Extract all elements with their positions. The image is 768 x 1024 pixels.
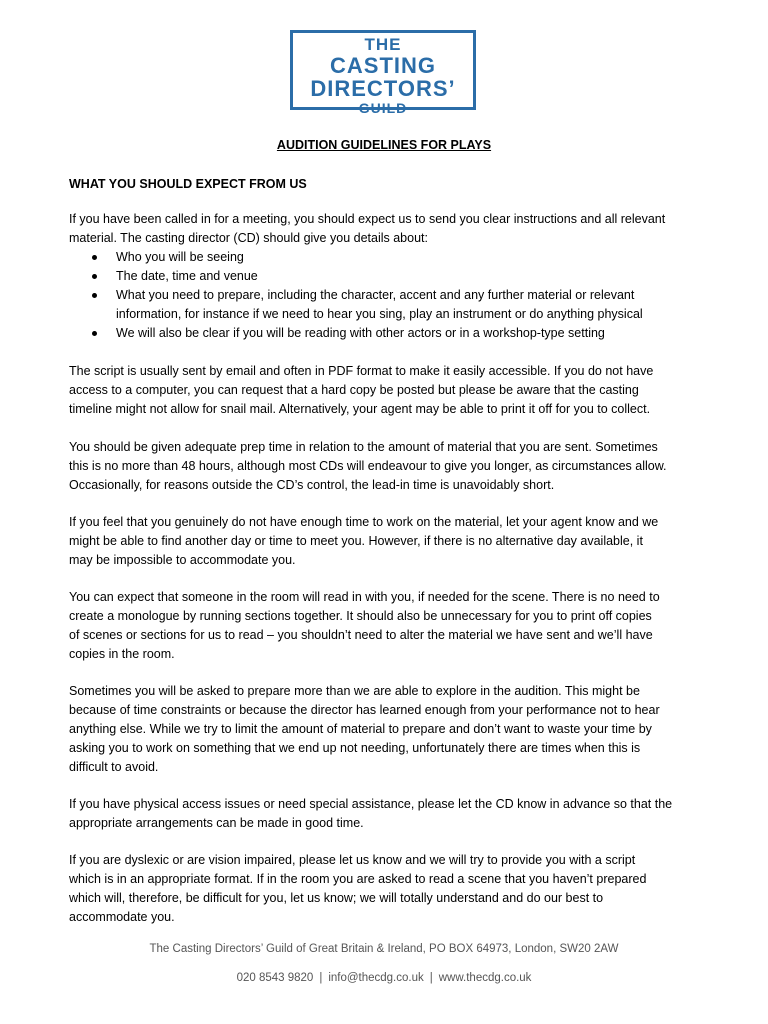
expectations-list	[69, 248, 643, 343]
text-line: material. The casting director (CD) should give you details about:	[69, 231, 428, 245]
text-line: appropriate arrangements can be made in good time.	[69, 816, 364, 830]
text-line: which is in an appropriate format. If in the room you are asked to read a scene that you haven’t prepared	[69, 872, 647, 886]
text-line: asking you to work on something that we end up not needing, unfortunately there are times when this is	[69, 741, 641, 755]
paragraph-enough-time	[69, 513, 709, 570]
guild-logo	[290, 30, 476, 116]
text-line: timeline might not allow for snail mail. Alternatively, your agent may be able to print it off for you to collect.	[69, 402, 651, 416]
paragraph-prepare-more	[69, 682, 709, 777]
text-line: because of time constraints or because the director has learned enough from your performance not to hear	[69, 703, 660, 717]
paragraph-prep-time	[69, 438, 709, 495]
text-line: You should be given adequate prep time in relation to the amount of material that you are sent. Sometimes	[69, 440, 658, 454]
footer-email-link[interactable]: info@thecdg.co.uk	[328, 972, 424, 984]
logo-line-guild: GUILD	[358, 100, 408, 116]
text-line: may be impossible to accommodate you.	[69, 553, 296, 567]
document-title: AUDITION GUIDELINES FOR PLAYS	[276, 138, 492, 152]
paragraph-access	[69, 795, 709, 833]
list-item-text: What you need to prepare, including the character, accent and any further material or relevant	[116, 288, 635, 302]
text-line: If you have physical access issues or need special assistance, please let the CD know in advance so that the	[69, 797, 673, 811]
paragraph-script	[69, 362, 709, 419]
text-line: might be able to find another day or time to meet you. However, if there is no alternative day available, it	[69, 534, 643, 548]
text-line: copies in the room.	[69, 647, 175, 661]
footer-separator: |	[319, 972, 323, 984]
text-line: The script is usually sent by email and often in PDF format to make it easily accessible. If you do not have	[69, 364, 654, 378]
footer-address: The Casting Directors’ Guild of Great Britain & Ireland, PO BOX 64973, London, SW20 2AW	[149, 943, 619, 955]
list-item-text: Who you will be seeing	[116, 250, 244, 264]
section-heading: WHAT YOU SHOULD EXPECT FROM US	[69, 177, 307, 191]
bullet-icon	[92, 331, 97, 336]
list-item-text: The date, time and venue	[116, 269, 258, 283]
footer-website-link[interactable]: www.thecdg.co.uk	[438, 972, 532, 984]
list-item	[69, 286, 643, 324]
bullet-icon	[92, 293, 97, 298]
text-line: You can expect that someone in the room will read in with you, if needed for the scene. There is no need to	[69, 590, 660, 604]
text-line: which will, therefore, be difficult for you, let us know; we will totally understand and do our best to	[69, 891, 604, 905]
footer-separator: |	[429, 972, 433, 984]
logo-line-directors: DIRECTORS’	[310, 76, 456, 101]
logo-line-casting: CASTING	[330, 53, 436, 78]
text-line: Sometimes you will be asked to prepare more than we are able to explore in the audition. This might be	[69, 684, 640, 698]
intro-paragraph	[69, 210, 709, 248]
text-line: create a monologue by running sections together. It should also be unnecessary for you to print off copies	[69, 609, 652, 623]
list-item	[69, 324, 643, 343]
text-line: Occasionally, for reasons outside the CD’s control, the lead-in time is unavoidably short.	[69, 478, 555, 492]
bullet-icon	[92, 274, 97, 279]
paragraph-read-in	[69, 588, 709, 664]
list-item-text: information, for instance if we need to hear you sing, play an instrument or do anything physical	[116, 307, 643, 321]
list-item	[69, 248, 643, 267]
text-line: accommodate you.	[69, 910, 175, 924]
footer-contact	[0, 970, 768, 986]
bullet-icon	[92, 255, 97, 260]
text-line: of scenes or sections for us to read – you shouldn’t need to alter the material we have sent and we’ll have	[69, 628, 653, 642]
text-line: difficult to avoid.	[69, 760, 159, 774]
text-line: If you have been called in for a meeting, you should expect us to send you clear instructions and all relevant	[69, 212, 666, 226]
text-line: access to a computer, you can request that a hard copy be posted but please be aware that the casting	[69, 383, 639, 397]
text-line: If you are dyslexic or are vision impaired, please let us know and we will try to provide you with a script	[69, 853, 636, 867]
paragraph-dyslexia	[69, 851, 709, 927]
text-line: this is no more than 48 hours, although most CDs will endeavour to give you longer, as circumstances allow.	[69, 459, 667, 473]
list-item	[69, 267, 643, 286]
logo-line-the: THE	[364, 35, 402, 54]
text-line: anything else. While we try to limit the amount of material to prepare and don’t want to waste your time by	[69, 722, 652, 736]
list-item-text: We will also be clear if you will be reading with other actors or in a workshop-type setting	[116, 326, 605, 340]
text-line: If you feel that you genuinely do not have enough time to work on the material, let your agent know and we	[69, 515, 659, 529]
footer-phone: 020 8543 9820	[236, 972, 314, 984]
